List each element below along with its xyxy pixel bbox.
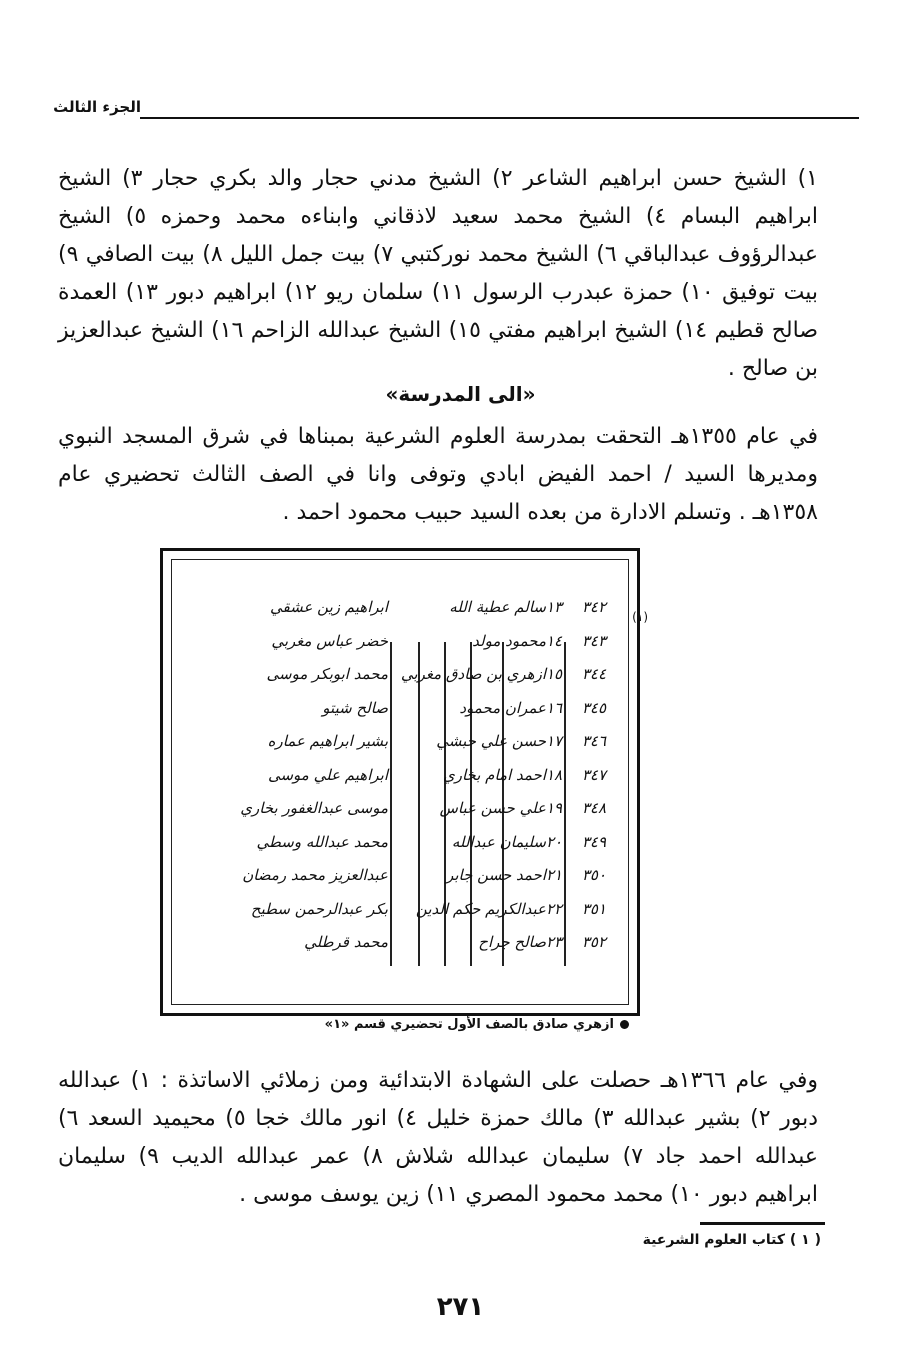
figure-caption-text: ازهري صادق بالصف الأول تحضيري قسم «١» — [324, 1017, 614, 1032]
register-student-name-left: ابراهيم علي موسى — [267, 765, 388, 784]
page-number: ٢٧١ — [436, 1292, 485, 1322]
figure-note-marker: (١) — [632, 610, 648, 624]
register-student-name-left: محمد عبدالله وسطي — [256, 832, 388, 851]
register-student-id: ٣٤٦ — [581, 732, 606, 750]
bullet-icon — [620, 1020, 629, 1029]
register-student-id: ٣٥١ — [581, 899, 606, 918]
register-student-name-right: احمد امام بخاري — [443, 765, 546, 784]
figure-caption — [325, 1017, 629, 1032]
header-rule — [140, 117, 859, 119]
register-student-name-right: سليمان عبدالله — [451, 832, 546, 851]
running-header-title: الجزء الثالث — [53, 98, 141, 116]
register-seq-number: ١٦ — [545, 698, 563, 717]
register-seq-number: ١٧ — [545, 732, 563, 750]
register-student-id: ٣٥٢ — [581, 933, 606, 951]
register-seq-number: ١٩ — [545, 799, 563, 817]
register-table — [212, 598, 606, 992]
figure-frame — [171, 559, 648, 1005]
register-student-name-right: محمود مولد — [472, 631, 546, 650]
names-paragraph: ١) الشيخ حسن ابراهيم الشاعر ٢) الشيخ مدني حجار والد بكري حجار ٣) الشيخ ابراهيم البسام ٤) الشيخ محمد سعيد لاذقاني وابناءه محمد وحمزه ٥) الشيخ عبدالرؤوف عبدالباقي ٦) الشيخ محمد نوركتبي ٧) بيت جمل الليل ٨) بيت الصافي ٩) بيت توفيق ١٠) حمزة عبدرب الرسول ١١) سلمان ريو ١٢) ابراهيم دبور ١٣) العمدة صالح قطيم ١٤) الشيخ ابراهيم مفتي ١٥) الشيخ عبدالله الزاحم ١٦) الشيخ عبدالعزيز بن صالح . — [58, 166, 819, 381]
register-student-name-left: عبدالعزيز محمد رمضان — [242, 866, 388, 884]
primary-certificate-paragraph: وفي عام ١٣٦٦هـ حصلت على الشهادة الابتدائية ومن زملائي الاساتذة : ١) عبدالله دبور ٢) بشير عبدالله ٣) مالك حمزة خليل ٤) انور مالك خجا ٥) محيميد السعد ٦) عبدالله احمد جاد ٧) سليمان عبدالله شلاش ٨) عمر عبدالله الديب ٩) سليمان ابراهيم دبور ١٠) محمد محمود المصري ١١) زين يوسف موسى . — [58, 1068, 819, 1207]
register-student-name-right: ازهري بن صادق مغربي — [400, 665, 546, 683]
register-student-name-right: احمد حسن جابر — [446, 866, 546, 884]
register-student-name-right: عمران محمود — [459, 698, 546, 717]
register-student-name-right: علي حسن عباس — [439, 799, 546, 817]
register-column-line — [390, 642, 392, 966]
register-student-id: ٣٤٧ — [581, 765, 606, 784]
footnote-rule — [700, 1222, 825, 1225]
register-student-name-right: صالح جراح — [478, 933, 546, 951]
register-student-name-left: بكر عبدالرحمن سطيح — [250, 899, 388, 918]
register-seq-number: ٢٢ — [545, 899, 563, 918]
register-student-name-right: عبدالكريم حكم الدين — [415, 899, 546, 918]
register-student-id: ٣٤٤ — [581, 665, 606, 683]
register-student-id: ٣٤٢ — [581, 598, 606, 616]
register-student-id: ٣٥٠ — [581, 866, 606, 884]
footnote: ( ١ ) كتاب العلوم الشرعية — [642, 1232, 821, 1248]
register-student-name-right: سالم عطية الله — [449, 598, 546, 616]
register-seq-number: ٢٠ — [545, 832, 563, 851]
register-seq-number: ٢١ — [545, 866, 563, 884]
register-student-name-left: محمد قرطلي — [304, 933, 388, 951]
register-student-id: ٣٤٩ — [581, 832, 606, 851]
register-student-name-left: محمد ابوبكر موسى — [266, 665, 388, 683]
register-student-id: ٣٤٥ — [581, 698, 606, 717]
scanned-register-figure — [160, 548, 648, 1016]
register-seq-number: ١٥ — [545, 665, 563, 683]
register-seq-number: ١٣ — [545, 598, 563, 616]
school-paragraph: في عام ١٣٥٥هـ التحقت بمدرسة العلوم الشرعية بمبناها في شرق المسجد النبوي ومديرها السيد / احمد الفيض ابادي وتوفى وانا في الصف الثالث تحضيري عام ١٣٥٨هـ . وتسلم الادارة من بعده السيد حبيب محمود احمد . — [58, 424, 818, 525]
register-student-id: ٣٤٨ — [581, 799, 606, 817]
register-student-name-left: بشير ابراهيم عماره — [267, 732, 388, 750]
register-student-id: ٣٤٣ — [581, 631, 606, 650]
register-student-name-left: خضر عباس مغربي — [271, 631, 388, 650]
register-seq-number: ٢٣ — [545, 933, 563, 951]
register-seq-number: ١٨ — [545, 765, 563, 784]
register-student-name-right: حسن علي حبشي — [436, 732, 546, 750]
register-student-name-left: موسى عبدالغفور بخاري — [240, 799, 388, 817]
register-seq-number: ١٤ — [545, 631, 563, 650]
section-title: «الى المدرسة» — [385, 382, 536, 406]
register-student-name-left: ابراهيم زين عشقي — [269, 598, 388, 616]
register-student-name-left: صالح شيتو — [322, 698, 388, 717]
